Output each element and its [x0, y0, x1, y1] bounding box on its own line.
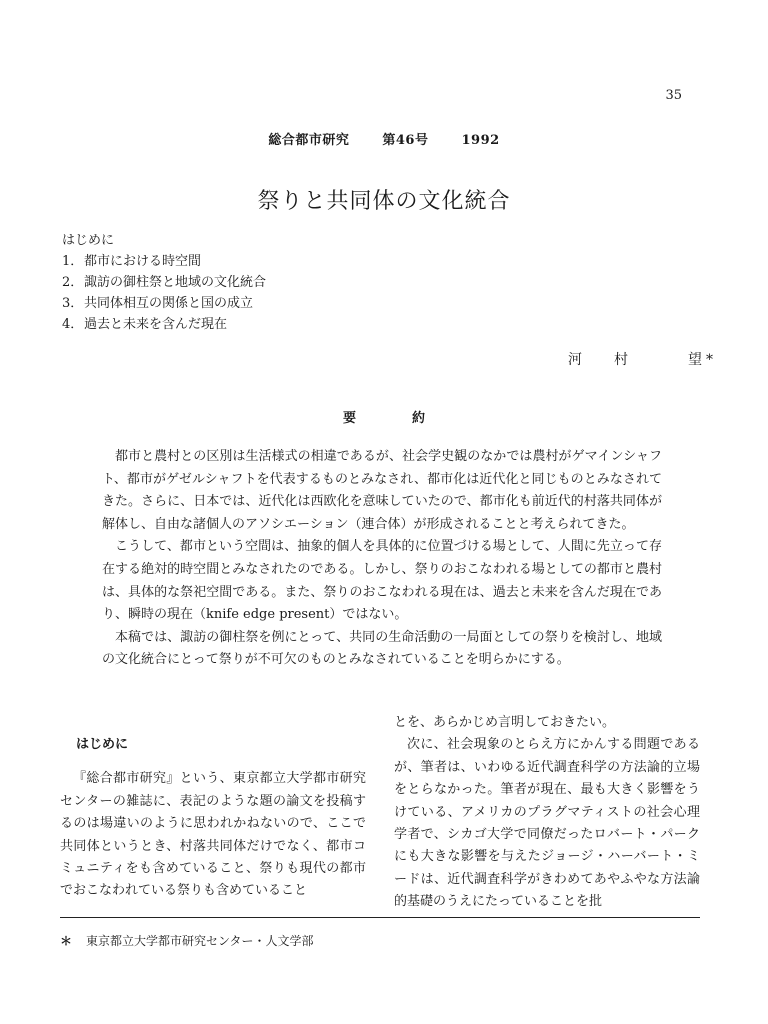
toc-item — [62, 314, 266, 335]
table-of-contents — [62, 230, 266, 335]
abstract-paragraph: 都市と農村との区別は生活様式の相違であるが、社会学史観のなかでは農村がゲマインシャフト、都市がゲゼルシャフトを代表するものとみなされ、都市化は近代化と同じものとみなされてきた。さらに、日本では、近代化は西欧化を意味していたので、都市化も前近代的村落共同体が解体し、自由な諸個人のアソシエーション（連合体）が形成されることと考えられてきた。 — [102, 449, 663, 532]
body-paragraph-continuation: とを、あらかじめ言明しておきたい。 — [394, 715, 616, 730]
toc-item-number: 3． — [62, 296, 84, 311]
abstract-heading-char: 約 — [412, 411, 426, 426]
abstract-body — [102, 446, 662, 672]
section-heading: はじめに — [76, 737, 129, 752]
abstract-paragraph: 本稿では、諏訪の御柱祭を例にとって、共同の生命活動の一局面としての祭りを検討し、地域の文化統合にとって祭りが不可欠のものとみなされていることを明らかにする。 — [102, 629, 662, 668]
toc-item-label: 都市における時空間 — [84, 254, 202, 269]
toc-item-label: はじめに — [62, 233, 115, 248]
author-name — [568, 349, 717, 369]
journal-name: 総合都市研究 — [268, 133, 350, 148]
journal-header — [0, 129, 768, 148]
toc-item-number: 4． — [62, 317, 84, 332]
toc-item-label: 諏訪の御柱祭と地域の文化統合 — [84, 275, 267, 290]
body-column-left — [60, 712, 366, 903]
toc-item-label: 過去と未来を含んだ現在 — [84, 317, 228, 332]
author-family-name: 河 — [568, 352, 586, 368]
author-given-name: 望* — [688, 352, 717, 368]
author-middle-char: 村 — [614, 352, 632, 368]
issue-number: 第46号 — [382, 133, 429, 148]
toc-item-number: 1． — [62, 254, 84, 269]
abstract-heading-char: 要 — [342, 411, 356, 426]
toc-item — [62, 272, 266, 293]
body-paragraph: 『総合都市研究』という、東京都立大学都市研究センターの雑誌に、表記のような題の論文を投稿するのは場違いのように思われかねないので、ここで共同体というとき、村落共同体だけでなく、都市コミュニティをも含めていること、祭りも現代の都市でおこなわれている祭りも含めていること — [60, 771, 366, 899]
article-title: 祭りと共同体の文化統合 — [257, 189, 511, 214]
toc-item-number: 2． — [62, 275, 84, 290]
body-column-right — [394, 712, 700, 914]
footnote-divider — [60, 917, 700, 918]
toc-item — [62, 293, 266, 314]
toc-item-label: 共同体相互の関係と国の成立 — [84, 296, 254, 311]
toc-item — [62, 251, 266, 272]
abstract-heading — [0, 407, 768, 426]
publication-year: 1992 — [461, 133, 500, 148]
page-number: 35 — [665, 88, 682, 103]
body-paragraph: 次に、社会現象のとらえ方にかんする問題であるが、筆者は、いわゆる近代調査科学の方法論的立場をとらなかった。筆者が現在、最も大きく影響をうけている、アメリカのプラグマティストの社会心理学者で、シカゴ大学で同僚だったロバート・パークにも大きな影響を与えたジョージ・ハーバート・ミードは、近代調査科学がきわめてあやふやな方法論的基礎のうえにたっていることを批 — [394, 737, 700, 910]
footnote-mark: ＊ — [60, 934, 73, 948]
footnote — [60, 932, 314, 949]
toc-item — [62, 230, 266, 251]
abstract-paragraph: こうして、都市という空間は、抽象的個人を具体的に位置づける場として、人間に先立って存在する絶対的時空間とみなされたのである。しかし、祭りのおこなわれる場としての都市と農村は、具体的な祭祀空間である。また、祭りのおこなわれる現在は、過去と未来を含んだ現在であり、瞬時の現在（knife edge present）ではない。 — [102, 539, 662, 623]
footnote-text: 東京都立大学都市研究センター・人文学部 — [86, 934, 314, 948]
